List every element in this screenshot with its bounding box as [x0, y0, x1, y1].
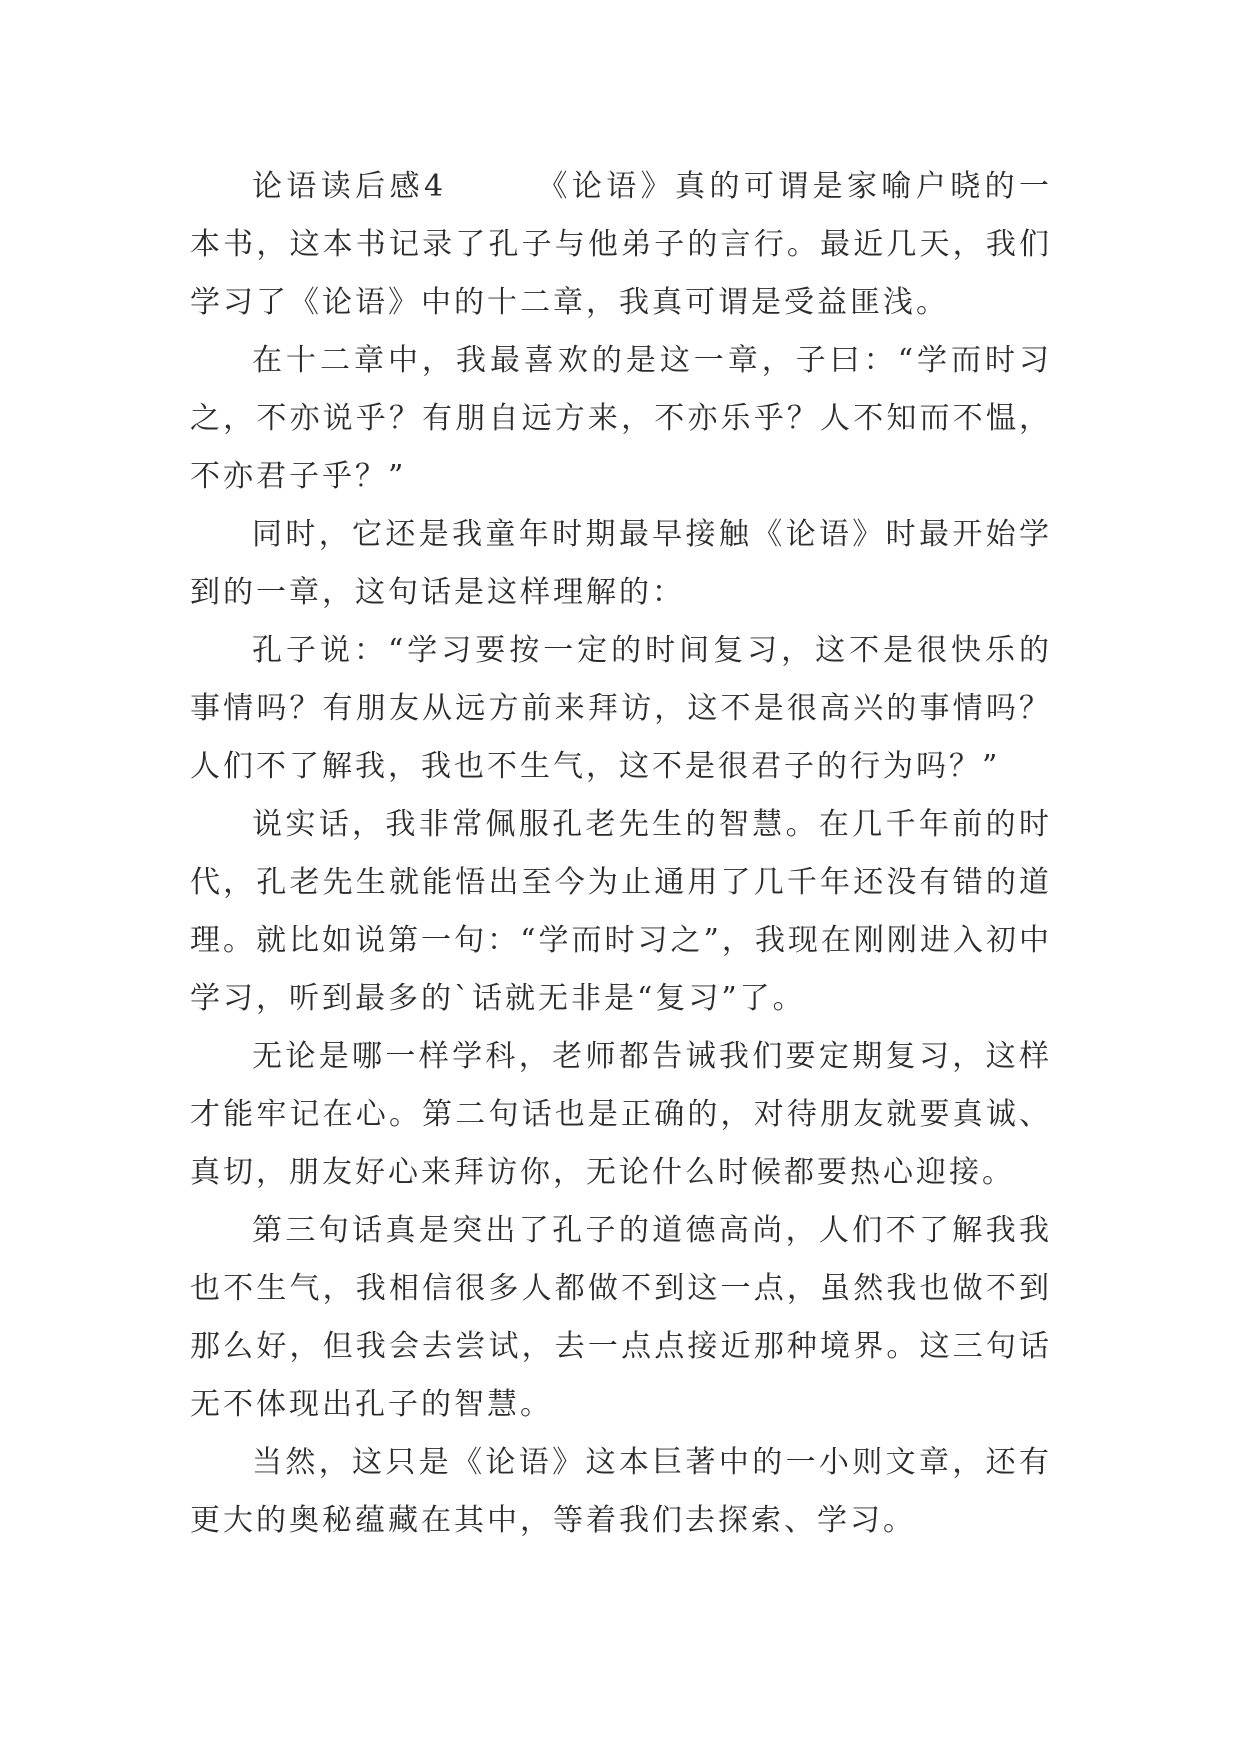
paragraph: 在十二章中，我最喜欢的是这一章，子曰：“学而时习之，不亦说乎？有朋自远方来，不亦乐乎？人不知而不愠，不亦君子乎？” — [190, 343, 1052, 494]
document-heading: 论语读后感4 — [252, 169, 447, 204]
paragraph: 当然，这只是《论语》这本巨著中的一小则文章，还有更大的奥秘蕴藏在其中，等着我们去探索、学习。 — [190, 1445, 1052, 1538]
paragraph: 孔子说：“学习要按一定的时间复习，这不是很快乐的事情吗？有朋友从远方前来拜访，这不是很高兴的事情吗？人们不了解我，我也不生气，这不是很君子的行为吗？” — [190, 633, 1052, 784]
document-body — [190, 158, 1052, 1550]
paragraph: 无论是哪一样学科，老师都告诫我们要定期复习，这样才能牢记在心。第二句话也是正确的，对待朋友就要真诚、真切，朋友好心来拜访你，无论什么时候都要热心迎接。 — [190, 1039, 1052, 1190]
paragraph-intro — [190, 158, 1052, 332]
paragraph: 说实话，我非常佩服孔老先生的智慧。在几千年前的时代，孔老先生就能悟出至今为止通用了几千年还没有错的道理。就比如说第一句：“学而时习之”，我现在刚刚进入初中学习，听到最多的`话就无非是“复习”了。 — [190, 807, 1052, 1016]
paragraph: 第三句话真是突出了孔子的道德高尚，人们不了解我我也不生气，我相信很多人都做不到这一点，虽然我也做不到那么好，但我会去尝试，去一点点接近那种境界。这三句话无不体现出孔子的智慧。 — [190, 1213, 1052, 1422]
paragraph: 同时，它还是我童年时期最早接触《论语》时最开始学到的一章，这句话是这样理解的： — [190, 517, 1052, 610]
paragraph-text: 《论语》真的可谓是家喻户晓的一本书，这本书记录了孔子与他弟子的言行。最近几天，我们学习了《论语》中的十二章，我真可谓是受益匪浅。 — [190, 169, 1053, 320]
